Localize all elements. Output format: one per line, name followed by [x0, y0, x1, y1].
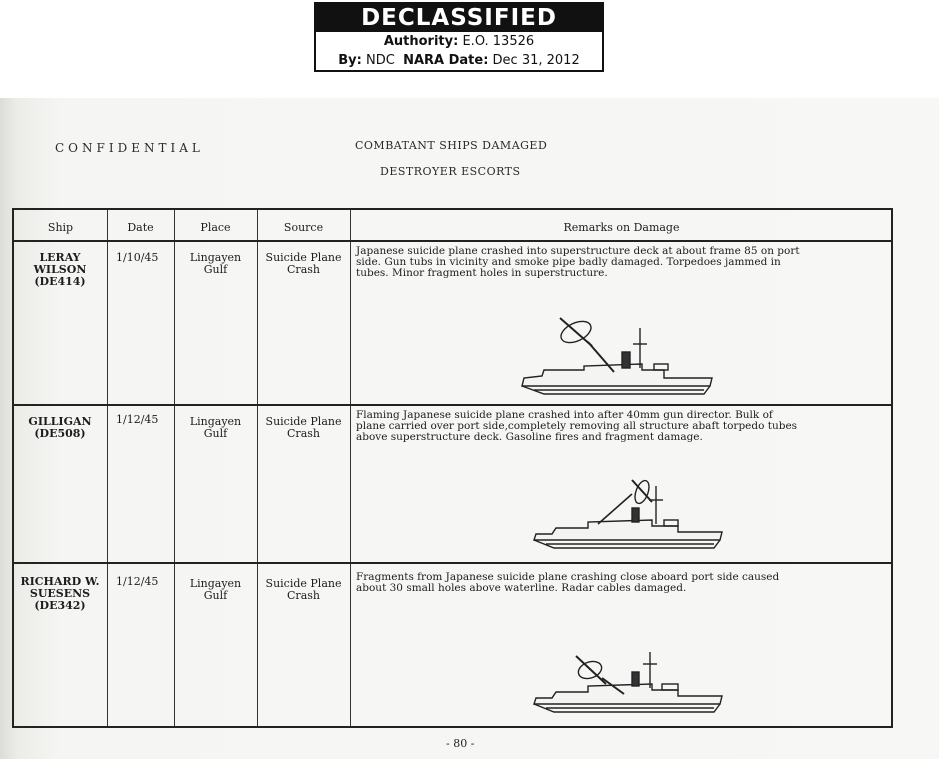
row-divider — [14, 404, 891, 406]
place-line: Lingayen — [189, 251, 242, 264]
source-line: Crash — [287, 263, 320, 276]
column-header-date: Date — [127, 221, 154, 234]
table-row-ship — [16, 416, 104, 440]
source-line: Crash — [287, 589, 320, 602]
place-line: Gulf — [203, 589, 228, 602]
document-title: COMBATANT SHIPS DAMAGED — [355, 139, 548, 152]
stamp-by-value: NDC — [365, 53, 395, 68]
column-divider — [350, 210, 351, 726]
table-row-place — [174, 578, 257, 602]
ship-hull-number: (DE342) — [34, 599, 86, 612]
declassified-stamp — [314, 2, 604, 72]
remarks-line: Fragments from Japanese suicide plane crashing close aboard port side caused — [356, 571, 780, 583]
table-row-date: 1/12/45 — [116, 413, 159, 426]
table-row-source — [257, 252, 350, 276]
remarks-line: tubes. Minor fragment holes in superstructure. — [356, 267, 608, 279]
ship-hull-number: (DE414) — [34, 275, 86, 288]
ship-name-line: GILLIGAN — [28, 415, 92, 428]
source-line: Crash — [287, 427, 320, 440]
remarks-line: Japanese suicide plane crashed into superstructure deck at about frame 85 on port — [356, 245, 800, 257]
classification-marking: CONFIDENTIAL — [55, 141, 204, 155]
table-row-remarks — [356, 246, 876, 279]
document-subtitle: DESTROYER ESCORTS — [380, 165, 521, 178]
source-line: Suicide Plane — [265, 577, 342, 590]
row-divider — [14, 562, 891, 564]
table-row-remarks — [356, 572, 876, 594]
remarks-line: side. Gun tubs in vicinity and smoke pipe badly damaged. Torpedoes jammed in — [356, 256, 781, 268]
place-line: Lingayen — [189, 415, 242, 428]
place-line: Lingayen — [189, 577, 242, 590]
stamp-authority-label: Authority: — [383, 34, 459, 49]
column-divider — [107, 210, 108, 726]
ship-hull-number: (DE508) — [34, 427, 86, 440]
stamp-by-label: By: — [338, 53, 362, 68]
damage-table — [12, 208, 893, 728]
stamp-authority-value: E.O. 13526 — [462, 34, 535, 49]
ship-damage-diagram-1 — [514, 308, 724, 400]
column-divider — [174, 210, 175, 726]
source-line: Suicide Plane — [265, 251, 342, 264]
column-header-source: Source — [283, 221, 324, 234]
place-line: Gulf — [203, 263, 228, 276]
table-row-place — [174, 416, 257, 440]
stamp-nara-value: Dec 31, 2012 — [492, 53, 580, 68]
table-row-source — [257, 416, 350, 440]
remarks-line: about 30 small holes above waterline. Radar cables damaged. — [356, 582, 687, 594]
stamp-nara-label: NARA Date: — [403, 53, 489, 68]
remarks-line: above superstructure deck. Gasoline fires and fragment damage. — [356, 431, 703, 443]
table-row-ship — [16, 576, 104, 612]
ship-name-line: LERAY — [39, 251, 81, 264]
ship-damage-diagram-2 — [528, 472, 728, 556]
ship-damage-diagram-3 — [528, 648, 728, 720]
ship-name-line: RICHARD W. — [20, 575, 100, 588]
remarks-line: plane carried over port side,completely removing all structure abaft torpedo tubes — [356, 420, 798, 432]
header-row-divider — [14, 240, 891, 242]
column-header-place: Place — [200, 221, 231, 234]
ship-name-line: WILSON — [33, 263, 87, 276]
table-row-source — [257, 578, 350, 602]
stamp-title: DECLASSIFIED — [316, 4, 602, 32]
column-header-ship: Ship — [47, 221, 74, 234]
stamp-authority — [316, 32, 602, 51]
table-row-ship — [16, 252, 104, 288]
column-header-remarks: Remarks on Damage — [563, 221, 680, 234]
stamp-by — [316, 51, 602, 70]
remarks-line: Flaming Japanese suicide plane crashed into after 40mm gun director. Bulk of — [356, 409, 773, 421]
ship-name-line: SUESENS — [29, 587, 91, 600]
table-row-date: 1/10/45 — [116, 251, 159, 264]
source-line: Suicide Plane — [265, 415, 342, 428]
column-divider — [257, 210, 258, 726]
table-row-place — [174, 252, 257, 276]
table-row-date: 1/12/45 — [116, 575, 159, 588]
page-number: - 80 - — [446, 737, 475, 750]
table-row-remarks — [356, 410, 876, 443]
place-line: Gulf — [203, 427, 228, 440]
